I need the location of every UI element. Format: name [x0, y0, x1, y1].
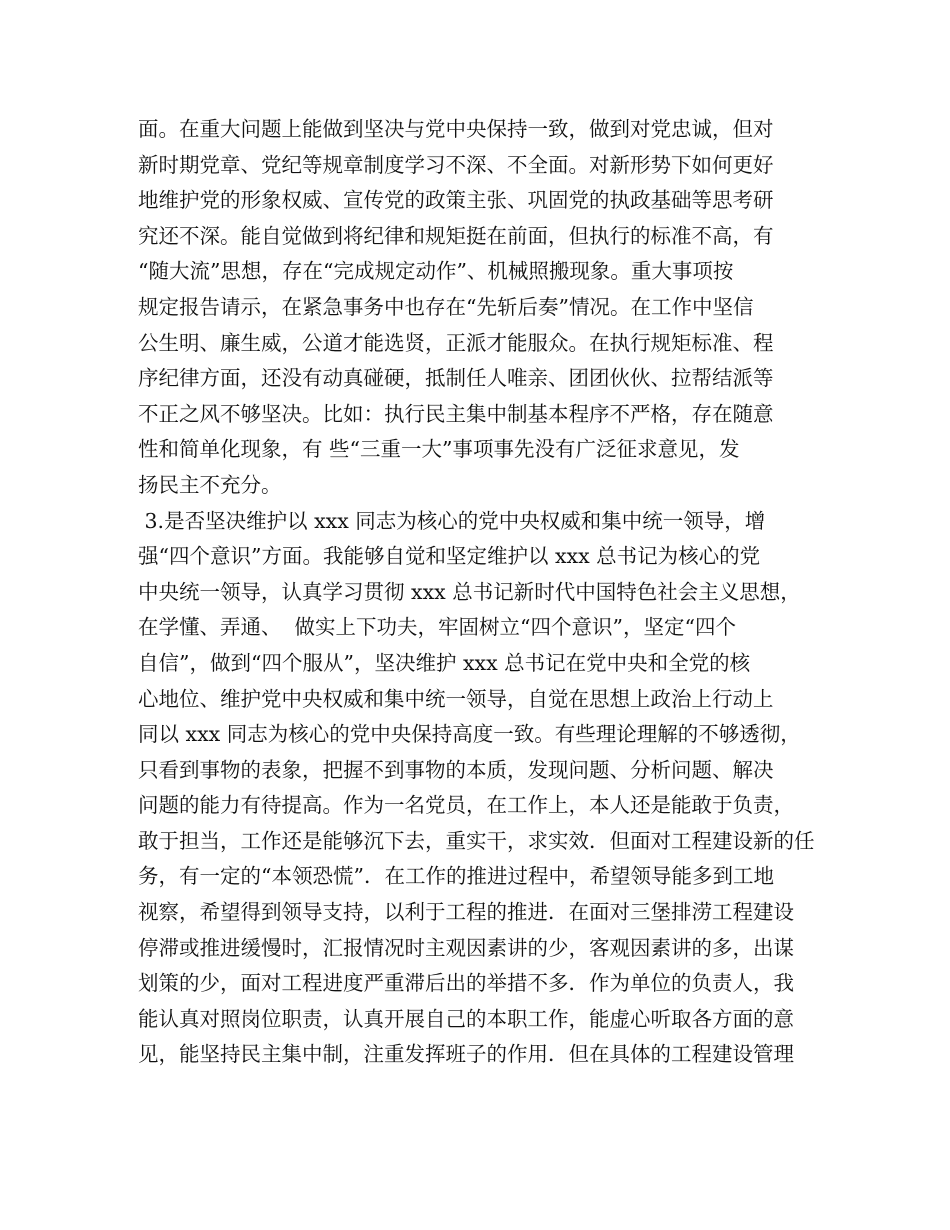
- text-line: 同以 xxx 同志为核心的党中央保持高度一致。有些理论理解的不够透彻，: [138, 722, 801, 747]
- text-line: 中央统一领导，认真学习贯彻 xxx 总书记新时代中国特色社会主义思想，: [138, 579, 801, 604]
- text-line: 务，有一定的“本领恐慌”．在工作的推进过程中，希望领导能多到工地: [138, 864, 774, 889]
- text-line: 停滞或推进缓慢时，汇报情况时主观因素讲的少，客观因素讲的多，出谋: [138, 935, 794, 960]
- text-line: 面。在重大问题上能做到坚决与党中央保持一致，做到对党忠诚，但对: [138, 117, 774, 141]
- text-line: 问题的能力有待提高。作为一名党员，在工作上，本人还是能敢于负责，: [138, 793, 794, 818]
- text-line: 自信”，做到“四个服从”，坚决维护 xxx 总书记在党中央和全党的核: [138, 650, 751, 675]
- body-text: [138, 112, 828, 1073]
- text-line: 不正之风不够坚决。比如：执行民主集中制基本程序不严格，存在随意: [138, 401, 774, 426]
- text-line: 究还不深。能自觉做到将纪律和规矩挺在前面，但执行的标准不高，有: [138, 223, 774, 248]
- text-line: 在学懂、弄通、 做实上下功夫，牢固树立“四个意识”，坚定“四个: [138, 615, 736, 640]
- text-line: 公生明、廉生威，公道才能选贤，正派才能服众。在执行规矩标准、程: [138, 330, 774, 355]
- text-line: 规定报告请示，在紧急事务中也存在“先斩后奏”情况。在工作中坚信: [138, 294, 754, 319]
- text-line: 能认真对照岗位职责，认真开展自己的本职工作，能虚心听取各方面的意: [138, 1006, 794, 1031]
- text-line: 地维护党的形象权威、宣传党的政策主张、巩固党的执政基础等思考研: [138, 188, 774, 213]
- text-line: 序纪律方面，还没有动真碰硬，抵制任人唯亲、团团伙伙、拉帮结派等: [138, 366, 774, 391]
- text-line: 敢于担当，工作还是能够沉下去，重实干，求实效．但面对工程建设新的任: [138, 828, 815, 853]
- text-line: 性和简单化现象，有 些“三重一大”事项事先没有广泛征求意见，发: [138, 437, 740, 462]
- text-line: 视察，希望得到领导支持，以利于工程的推进．在面对三堡排涝工程建设: [138, 900, 794, 925]
- text-line: 心地位、维护党中央权威和集中统一领导，自觉在思想上政治上行动上: [138, 686, 774, 711]
- text-line: “随大流”思想，存在“完成规定动作”、机械照搬现象。重大事项按: [138, 259, 734, 284]
- text-line: 划策的少，面对工程进度严重滞后出的举措不多．作为单位的负责人，我: [138, 971, 794, 996]
- text-line: 只看到事物的表象，把握不到事物的本质，发现问题、分析问题、解决: [138, 757, 774, 782]
- text-line: 强“四个意识”方面。我能够自觉和坚定维护以 xxx 总书记为核心的党: [138, 544, 761, 569]
- text-line: 新时期党章、党纪等规章制度学习不深、不全面。对新形势下如何更好: [138, 152, 774, 177]
- text-line: 见，能坚持民主集中制，注重发挥班子的作用．但在具体的工程建设管理: [138, 1042, 794, 1067]
- text-line: 扬民主不充分。: [138, 472, 282, 497]
- section-heading-line: 3.是否坚决维护以 xxx 同志为核心的党中央权威和集中统一领导，增: [138, 508, 766, 533]
